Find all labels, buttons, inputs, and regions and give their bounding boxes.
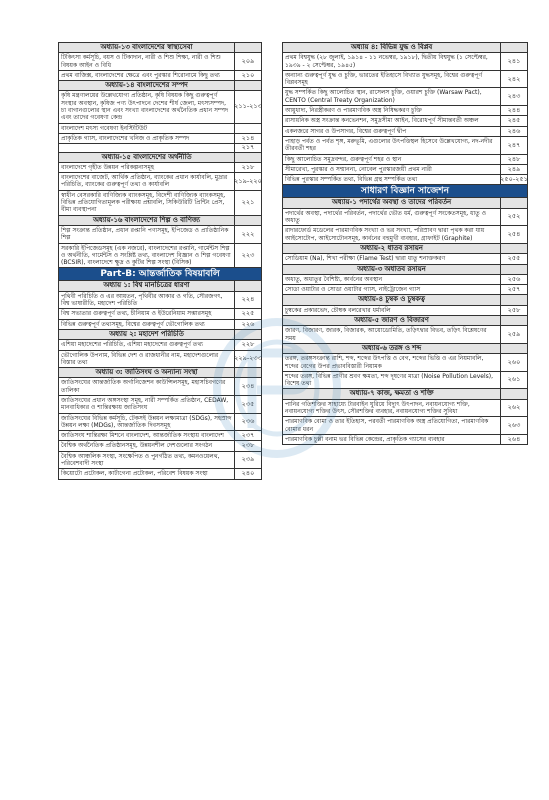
topic-text: রাসায়নিক অস্ত্র সংক্রান্ত কনভেনশন, সমুদ্রসীমা আইন, বিরোধপূর্ণ সীমান্তবর্তী অঞ্চল [285, 117, 479, 125]
topic-text: বৈশ্বিক অর্থনৈতিক প্রতিষ্ঠানসমূহ, উন্নয়নশীল দেশগুলোর সংগঠন [61, 442, 213, 450]
topic-text: জাতিসংঘের আন্তর্জাতিক অর্গানিজেশন কাউন্সিলসমূহ, মহাসচিবগণের তালিকা [61, 379, 226, 394]
page-number: ২৫৪ [500, 226, 527, 243]
topic-text: অন্যান্য গুরুত্বপূর্ণ যুদ্ধ ও চুক্তি, ভারতের ইতিহাসে বিখ্যাত যুদ্ধসমূহ, বিশ্বের গুরুত্বপূর্ণ বিপ্লবসমূহ [285, 71, 483, 87]
chapter-heading: অধ্যায়-৭ কাজ, ক্ষমতা ও শক্তি [349, 389, 434, 398]
page-number: ২০৯ [234, 53, 261, 70]
page-number: ২১১-২১৩ [234, 91, 261, 122]
chapter-heading-row [59, 43, 261, 53]
topic-text: প্রথম বিশ্বযুদ্ধ (২৮ জুলাই, ১৯১৪ - ১১ নভেম্বর, ১৯১৮), দ্বিতীয় বিশ্বযুদ্ধ (১ সেপ্টেম্বর, ১৯৩৯ - ২ সেপ্টেম্বর, ১৯৪৫) [285, 54, 488, 69]
page-number [500, 316, 527, 325]
topic-text: বিশ্ব সভ্যতার গুরুত্বপূর্ণ তথ্য, চীনিয়াম ও ইউরেনিয়াম সম্ভারসমূহ [61, 310, 212, 318]
topic-text: টিকিৎসা কর্মসূচি, বয়স ও টিকাদান, নারী ও শিশু শিক্ষা, নারী ও শিশু বিষয়ক আইন ও বিধি [61, 54, 221, 69]
topic-text: এশিয়া মহাদেশের পরিচিতি, এশিয়া মহাদেশের গুরুত্বপূর্ণ তথ্য [61, 341, 203, 349]
chapter-heading-row [59, 281, 261, 291]
page-number: ২২৬ [234, 320, 261, 329]
chapter-heading: অধ্যায় ৩: জাতিসংঘ ও অন্যান্য সংস্থা [95, 368, 198, 377]
topic-text: বাংলাদেশে গৃহীত উন্নয়ন পরিকল্পনাসমূহ [61, 163, 154, 171]
chapter-heading: অধ্যায় ১: বিশ্ব মানচিত্রের ধারণা [103, 281, 190, 290]
chapter-heading: অধ্যায়-১৬ বাংলাদেশের শিল্প ও বাণিজ্য [93, 215, 200, 224]
contents-row [59, 124, 261, 134]
chapter-heading: অধ্যায়-১ পদার্থের অবস্থা ও তাদের পরিবর্তন [331, 198, 452, 207]
contents-row [283, 127, 527, 137]
page-number: ২৫২ [500, 209, 527, 226]
topic-text: প্রথম বাজিক্স, বাংলাদেশের ক্ষেত্রে এবং পুরস্কার শিরোনামে কিছু তথ্য [61, 71, 220, 79]
contents-row [59, 244, 261, 269]
page-number: ২৩৭ [234, 431, 261, 440]
topic-text: সোডা ওয়াটার ও সোডা ওয়াটার গ্যাস, নাইট্রোজেন গ্যাস [285, 286, 421, 294]
chapter-heading: অধ্যায়-৩ অধাতব রসায়ন [357, 264, 426, 273]
contents-row [59, 191, 261, 216]
page-number: ২২২ [234, 226, 261, 243]
page-number: ২৩৬ [234, 414, 261, 431]
page-number: ২৫৮ [500, 306, 527, 315]
page-number [500, 295, 527, 304]
chapter-heading-row [283, 244, 527, 254]
page-number: ২৬১ [500, 372, 527, 389]
page-number: ২২৫ [234, 309, 261, 318]
topic-text: পৃথিবী পরিচিতি ও এর আয়তন, পৃথিবীর আকার ও গতি, সৌরজগৎ, বিশ্ব ভাষারীতি, মহাদেশ পরিচিতি [61, 292, 223, 308]
contents-row [283, 306, 527, 316]
contents-row [59, 134, 261, 144]
page-number [234, 153, 261, 162]
contents-row [283, 116, 527, 126]
topic-text: পারমাণবিক চুল্লী বনাম ভর বিভিন্ন কেন্দ্রের, প্রাকৃতিক গ্যাসের ব্যবহার [285, 435, 445, 443]
chapter-heading-row [59, 216, 261, 226]
watermark-logo-icon [212, 318, 342, 458]
page-number: ২৩৯ [234, 452, 261, 469]
contents-row [283, 226, 527, 244]
section-banner: সাধারণ বিজ্ঞান সাজেশন [283, 185, 527, 198]
page-number: ২২৪ [234, 292, 261, 309]
topic-text: পারমাণবিক বোমা ও তার ইতিহাস, পরবর্তী পারমাণবিক অস্ত্র প্রতিযোগিতা, পারমাণবিক বোমার ধরন [285, 418, 489, 433]
topic-text: জাতিসংঘ শান্তিরক্ষা মিশনে বাংলাদেশ, আন্তর্জাতিক সংস্থায় বাংলাদেশ [61, 432, 224, 440]
page-number: ২৩৪ [234, 378, 261, 395]
topic-text: বিভিন্ন পুরস্কার সম্পর্কিত তথ্য, বিভিন্ন গ্রন্থ সম্পর্কিত তথ্য [285, 176, 418, 184]
contents-row [59, 71, 261, 81]
topic-text: চুম্বকের প্রকারভেদ, চৌম্বক বলরেখার ধর্মাবলি [285, 306, 391, 314]
topic-text: কিছু আলোচিত সমুদ্রবন্দর, গুরুত্বপূর্ণ শহর ও স্থান [285, 155, 402, 163]
topic-text: জারণ, বিজারণ, জারক, বিজারক, আয়োডোমিতি, তড়িৎদ্বার বিভব, তড়িৎ বিশ্লেষণের সময় [285, 327, 487, 342]
topic-text: ভৌগোলিক উপনাম, বিভিন্ন দেশ ও রাজধানীর নাম, মহাদেশগুলোর বিস্তার তথ্য [61, 351, 219, 366]
page-number [500, 244, 527, 253]
page-number: ২৫৬ [500, 275, 527, 284]
page-number [500, 265, 527, 274]
contents-row [59, 226, 261, 244]
page-number: ২৪৭ [500, 137, 527, 154]
topic-text: জাতিসংঘের প্রধান অঙ্গসংস্থা সমূহ, নারী সম্পর্কিত প্রতিষ্ঠান, CEDAW, মানবাধিকার ও শান্তিরক্ষায় জাতিসংঘ [61, 396, 229, 412]
topic-text: পদার্থের অবস্থা, পদার্থের পরিবর্তন, পদার্থের ভৌত ধর্ম, গুরুত্বপূর্ণ সংকেতসমূহ, ধাতু ও অধাতু [285, 209, 486, 225]
chapter-heading: অধ্যায়-১৩ বাংলাদেশের স্বাস্থ্যসেবা [100, 43, 193, 51]
contents-row [59, 173, 261, 191]
page-number: ২৪৪ [500, 106, 527, 115]
page-number: ২৬৪ [500, 435, 527, 444]
chapter-heading-row [59, 81, 261, 91]
chapter-heading: অধ্যায়-১৫ বাংলাদেশের অর্থনীতি [101, 152, 192, 161]
page-number: ২১৮ [234, 163, 261, 172]
contents-row [283, 53, 527, 71]
chapter-heading: অধ্যায় ২: মহাদেশ পরিচিতি [109, 329, 184, 338]
topic-text: শিল্প সংক্রান্ত প্রতিষ্ঠান, প্রধান রপ্তানি পণ্যসমূহ, ইপিজেড ও প্রাতিষ্ঠানিক শিল্প [61, 226, 229, 242]
page-number: ২৫৫ [500, 254, 527, 263]
topic-text: জাতিসংঘের বিভিন্ন কর্মসূচি, টেকসই উন্নয়ন লক্ষ্যমাত্রা (SDGs), সহস্রাব্দ উন্নয়ন লক্ষ্য (MDGs), আন্তর্জাতিক দিবসসমূহ [61, 414, 232, 429]
chapter-heading-row [283, 43, 527, 53]
chapter-heading: অধ্যায়-৬ তরঙ্গ ও শব্দ [361, 343, 422, 352]
page-number: ২২৯-২৩৩ [234, 351, 261, 368]
topic-text: পাহাড় পর্বত ও পর্বত শৃঙ্গ, মরুভূমি, এগুলোর উৎপত্তিস্থল হিসেবে উল্লেখযোগ্য, নদ-নদীর তীরবর্তী শহর [285, 137, 493, 153]
page-number [500, 389, 527, 398]
page-number [234, 281, 261, 290]
topic-text: সরকারি ইপিজেডসমূহ (এক নজরে), বাংলাদেশের রপ্তানি, গার্মেন্টস শিল্প ও অর্থনীতি, গার্মেন্টস ও সংশ্লিষ্ট তথ্য, বাংলাদেশ বিজ্ঞান ও শিল্প গবেষণা (BCSIR), বাংলাদেশে ক্ষুদ্র ও কুটির শিল্প সংস্থা (বিসিক) [61, 244, 231, 267]
chapter-heading-row [283, 198, 527, 208]
chapter-heading: অধ্যায়-১৪ বাংলাদেশের সম্পদ [105, 81, 188, 90]
page-number: ২৪১ [500, 53, 527, 70]
page-number: ২৬৩ [500, 417, 527, 434]
contents-row [59, 91, 261, 123]
contents-row [283, 254, 527, 264]
chapter-heading-row [283, 295, 527, 305]
chapter-heading: অধ্যায়-২ ধাতব রসায়ন [360, 243, 423, 252]
contents-row [283, 137, 527, 155]
page-number [234, 81, 261, 90]
topic-text [59, 144, 234, 151]
page-number [500, 198, 527, 207]
topic-text: আয়ুধাদ্য, নিরস্ত্রীকরণ ও পারমাণবিক অস্ত্র নিষিদ্ধকরণ চুক্তি [285, 107, 422, 115]
topic-text: কৃষি মন্ত্রণালয়ের উল্লেখযোগ্য প্রতিষ্ঠান, কৃষি বিষয়ক কিছু গুরুত্বপূর্ণ সংস্থার অবস্থান, কৃষিজ পণ্য উৎপাদনে দেশের শীর্ষ জেলা, মৎস্যসম্পদ, চা বাগানগুলোর স্থান এবং সংখ্যা বাংলাদেশের অর্থনৈতিক প্রধান সম্পদ এবং তাদের গবেষণা কেন্দ্র [61, 92, 229, 122]
page-number: ২৪২ [500, 71, 527, 88]
topic-text: সীমারেখা, পুরস্কার ও সম্মাননা, নোবেল পুরস্কারজয়ী প্রথম নারী [285, 165, 432, 173]
page-number: ২৪৬ [500, 127, 527, 136]
page-number: ২৪৩ [500, 88, 527, 105]
page-number [234, 124, 261, 133]
chapter-heading-row [283, 265, 527, 275]
contents-row [283, 106, 527, 116]
page-number: ২৩৫ [234, 396, 261, 413]
topic-text: একনজরে সাগর ও উপসাগর, বিশ্বের গুরুত্বপূর্ণ দ্বীপ [285, 127, 407, 135]
page-number: ২৩৮ [234, 441, 261, 450]
page-number: ২২১ [234, 191, 261, 215]
page-number: ২৪৫ [500, 116, 527, 125]
contents-row [59, 292, 261, 310]
topic-text: কিয়োটো প্রটোকল, কার্টাগেনা প্রটোকল, পরিবেশ বিষয়ক সংস্থা [61, 470, 208, 478]
page-number: ২১৯-২২০ [234, 173, 261, 190]
contents-row [283, 71, 527, 89]
topic-text: প্রাকৃতিক গ্যাস, বাংলাদেশের খনিজ ও প্রাকৃতিক সম্পদ [61, 134, 190, 142]
page-number: ২১০ [234, 71, 261, 80]
contents-row [283, 165, 527, 175]
contents-row [59, 469, 261, 479]
page-number: ২৫৯ [500, 326, 527, 343]
contents-row [283, 275, 527, 285]
contents-row [59, 53, 261, 71]
page-number: ২১৭ [234, 144, 261, 151]
page-number: ২৫০-২৫১ [500, 175, 528, 184]
contents-row [59, 144, 261, 152]
topic-text: বাংলাদেশের বাজেট, আর্থিক প্রতিষ্ঠান, ব্যাংকের প্রধান কার্যাবলি, মুদ্রার পরিচিতি, ব্যাংকের গুরুত্বপূর্ণ তথ্য ও কার্যাবলি [61, 174, 228, 189]
page-number: ২৪৮ [500, 155, 527, 164]
topic-text: যুদ্ধ সম্পর্কিত কিছু আলোচিত স্থান, রাসেলস চুক্তি, ওয়ারশ চুক্তি (Warsaw Pact), CENTO (Central Treaty Organization) [285, 89, 482, 104]
page-number [234, 216, 261, 225]
chapter-heading: অধ্যায়-৪ চুম্বক ও চুম্বকত্ব [358, 295, 425, 304]
topic-text: তরঙ্গ, তরঙ্গসংক্রান্ত রাশি, শব্দ, শব্দের উৎপত্তি ও বেগ, শব্দের ভিত্তি ও এর নিয়মাবলি, শব্দের বেগের উপর প্রভাববিস্তারী নিয়ামক [285, 355, 484, 370]
page-number: ২১৪ [234, 134, 261, 143]
topic-text: সোডিয়াম (Na), শিখা পরীক্ষা (Flame Test) দ্বারা ধাতু শনাক্তকরণ [285, 255, 446, 263]
topic-text: পানির গতিশক্তির সাহায্যে টারবাইন ঘুরিয়ে বিদ্যুৎ উৎপাদন, নবায়নযোগ্য শক্তি, নবায়নযোগ্য শক্তির উৎস, সৌরশক্তির ব্যবহার, নবায়নযোগ্য শক্তির সুবিধা [285, 400, 470, 415]
page-number: ২২৮ [234, 340, 261, 349]
topic-text: বাংলাদেশ মৎস্য গবেষণা ইনস্টিটিউট [61, 124, 148, 132]
topic-text: বিভিন্ন গুরুত্বপূর্ণ তথ্যসমূহ, বিশ্বের গুরুত্বপূর্ণ ভৌগোলিক তথ্য [61, 320, 205, 328]
page-number [234, 43, 261, 52]
topic-text: শব্দের তরঙ্গ, বিভিন্ন প্রাণীর শ্রবণ ক্ষমতা, শব্দ দূষণের মাত্রা (Noise Pollution Levels), বিশেষ তথ্য [285, 372, 494, 388]
topic-text: স্বাধীন বেসরকারি বাণিজ্যিক ব্যাংকসমূহ, বিদেশী বাণিজ্যিক ব্যাংকসমূহ, বিভিন্ন প্রতিযোগিতামূলক পরীক্ষায় প্রশ্নাবলি, সিকিউরিটি প্রিন্টিং প্রেস, বীমা ব্যবস্থাপনা [61, 191, 226, 214]
contents-row [283, 285, 527, 295]
page-number: ২৪০ [234, 469, 261, 478]
page-number [500, 344, 527, 353]
contents-row [283, 209, 527, 227]
page-number: ২৬০ [500, 354, 527, 371]
chapter-heading-row [59, 153, 261, 163]
contents-row [283, 175, 527, 185]
chapter-heading: অধ্যায়-৫ জারণ ও বিজারণ [354, 316, 429, 325]
section-banner: Part-B: আন্তর্জাতিক বিষয়াবলি [59, 268, 261, 281]
page-number [500, 43, 527, 52]
contents-row [283, 155, 527, 165]
page-number: ২৬২ [500, 400, 527, 417]
topic-text: রাদারফোর্ড মডেলের পারমাণবিক সংখ্যা ও ভর সংখ্যা, পরিস্রাবণ দ্বারা পৃথক করা যায় আইসোটোপ, আইসোটোনসমূহ, কার্বনের বহুমুখী ব্যবহার, গ্রাফাইট (Graphite) [285, 227, 485, 242]
contents-row [283, 88, 527, 106]
page-number: ২৫৭ [500, 285, 527, 294]
topic-text: বৈশ্বিক আঞ্চলিক সংস্থা, সংক্ষেপিত ও পুনর্গঠিত তথ্য, কমনওয়েলথ, পরিবেশবাদী সংস্থা [61, 452, 220, 468]
page-number: ২২৩ [234, 244, 261, 268]
page-number: ২৪৯ [500, 165, 527, 174]
topic-text: অধাতু, অধাতুর বৈশিষ্ট্য, কার্বনের অবস্থান [285, 275, 383, 283]
contents-row [59, 163, 261, 173]
chapter-heading: অধ্যায় ৪: বিভিন্ন যুদ্ধ ও বিপ্লব [350, 43, 433, 51]
